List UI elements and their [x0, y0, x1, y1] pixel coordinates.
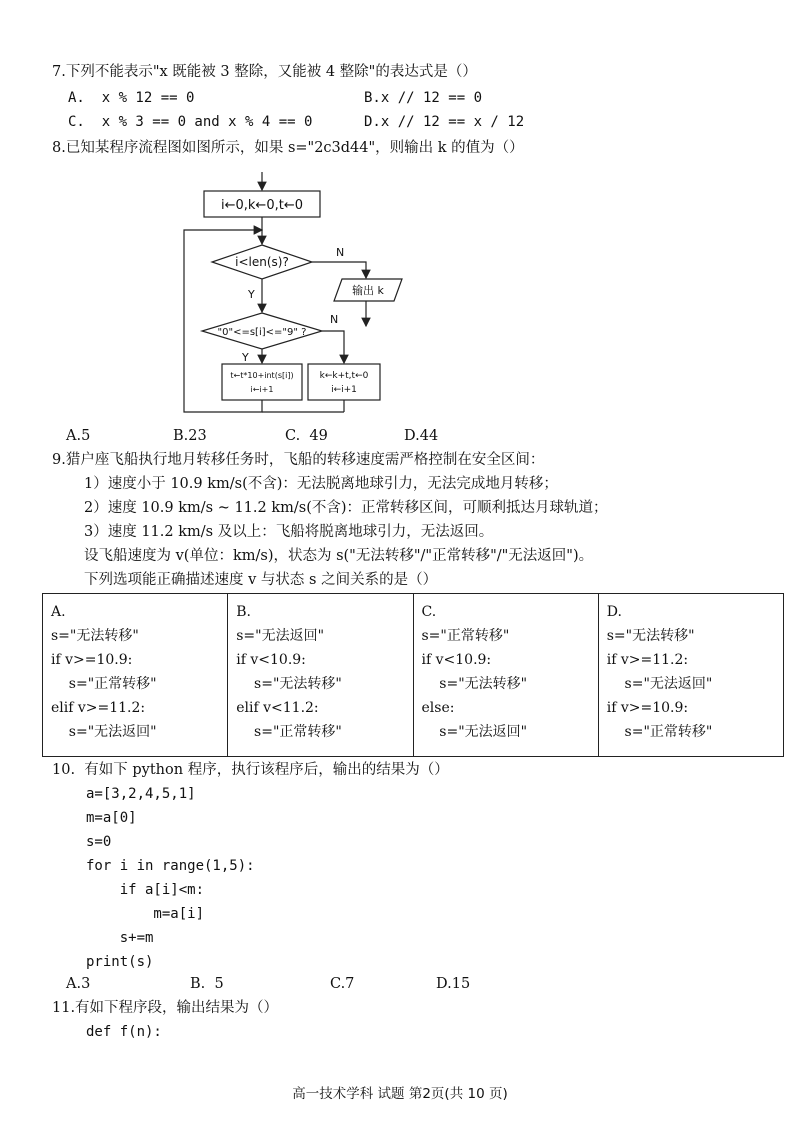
q9-option-c: C. s="正常转移" if v<10.9: s="无法转移" else: s="无法返回" [413, 594, 598, 757]
q10-code-line-8: print(s) [86, 954, 154, 970]
q9-question: 下列选项能正确描述速度 v 与状态 s 之间关系的是（） [84, 572, 438, 588]
q11-stem: 11.有如下程序段，输出结果为（） [52, 1000, 279, 1016]
q10-stem: 10. 有如下 python 程序，执行该程序后，输出的结果为（） [52, 762, 449, 778]
q9-description: 设飞船速度为 v(单位：km/s)，状态为 s("无法转移"/"正常转移"/"无法返回")。 [84, 548, 594, 564]
flow-right-box-line1: k←k+t,t←0 [319, 371, 369, 381]
q8-option-c: C. 49 [285, 428, 328, 444]
q10-option-c: C.7 [330, 976, 355, 992]
flow-init-text: i←0,k←0,t←0 [221, 198, 303, 213]
flow-left-box-line2: i←i+1 [250, 385, 274, 394]
q9-stem: 9.猎户座飞船执行地月转移任务时，飞船的转移速度需严格控制在安全区间： [52, 452, 545, 468]
q10-code-line-4: for i in range(1,5): [86, 858, 255, 874]
flow-y1-label: Y [248, 288, 255, 301]
flow-n1-label: N [336, 246, 345, 259]
flow-left-box-line1: t←t*10+int(s[i]) [230, 371, 294, 380]
q9-option-b: B. s="无法返回" if v<10.9: s="无法转移" elif v<11.2: s="正常转移" [228, 594, 413, 757]
q10-code-line-3: s=0 [86, 834, 112, 850]
q7-option-b: B.x // 12 == 0 [364, 90, 483, 106]
q8-option-d: D.44 [404, 428, 439, 444]
flowchart [170, 170, 430, 420]
q8-stem: 8.已知某程序流程图如图所示，如果 s="2c3d44"，则输出 k 的值为（） [52, 140, 524, 156]
q10-option-d: D.15 [436, 976, 471, 992]
q10-code-line-2: m=a[0] [86, 810, 137, 826]
q9-options-table [42, 593, 784, 757]
q10-code-line-6: m=a[i] [86, 906, 205, 922]
q10-option-a: A.3 [66, 976, 91, 992]
flow-n2-label: N [330, 313, 339, 326]
q10-code-line-7: s+=m [86, 930, 154, 946]
flow-cond2-text: "0"<=s[i]<="9" ? [217, 327, 307, 338]
q9-item-1: 1）速度小于 10.9 km/s(不含)：无法脱离地球引力，无法完成地月转移； [84, 476, 558, 492]
q9-item-2: 2）速度 10.9 km/s ~ 11.2 km/s(不含)：正常转移区间，可顺利抵达月球轨道； [84, 500, 608, 516]
q8-option-a: A.5 [66, 428, 91, 444]
q9-option-d: D. s="无法转移" if v>=11.2: s="无法返回" if v>=10.9: s="正常转移" [598, 594, 783, 757]
q7-option-d: D.x // 12 == x / 12 [364, 114, 525, 130]
page-footer: 高一技术学科 试题 第2页(共 10 页) [292, 1086, 508, 1102]
flow-left-box [222, 364, 302, 400]
q7-option-a: A. x % 12 == 0 [68, 90, 195, 106]
q10-code-line-1: a=[3,2,4,5,1] [86, 786, 196, 802]
q11-code-line-1: def f(n): [86, 1024, 162, 1040]
q9-option-a: A. s="无法转移" if v>=10.9: s="正常转移" elif v>=11.2: s="无法返回" [43, 594, 228, 757]
q9-item-3: 3）速度 11.2 km/s 及以上：飞船将脱离地球引力，无法返回。 [84, 524, 494, 540]
q10-code-line-5: if a[i]<m: [86, 882, 205, 898]
q8-option-b: B.23 [173, 428, 207, 444]
q7-stem: 7.下列不能表示"x 既能被 3 整除，又能被 4 整除"的表达式是（） [52, 64, 477, 80]
flow-cond1-text: i<len(s)? [235, 255, 289, 269]
flow-output-text: 输出 k [352, 284, 384, 297]
q7-option-c: C. x % 3 == 0 and x % 4 == 0 [68, 114, 313, 130]
q10-option-b: B. 5 [190, 976, 224, 992]
flow-right-box-line2: i←i+1 [331, 385, 357, 395]
flow-y2-label: Y [242, 351, 249, 364]
